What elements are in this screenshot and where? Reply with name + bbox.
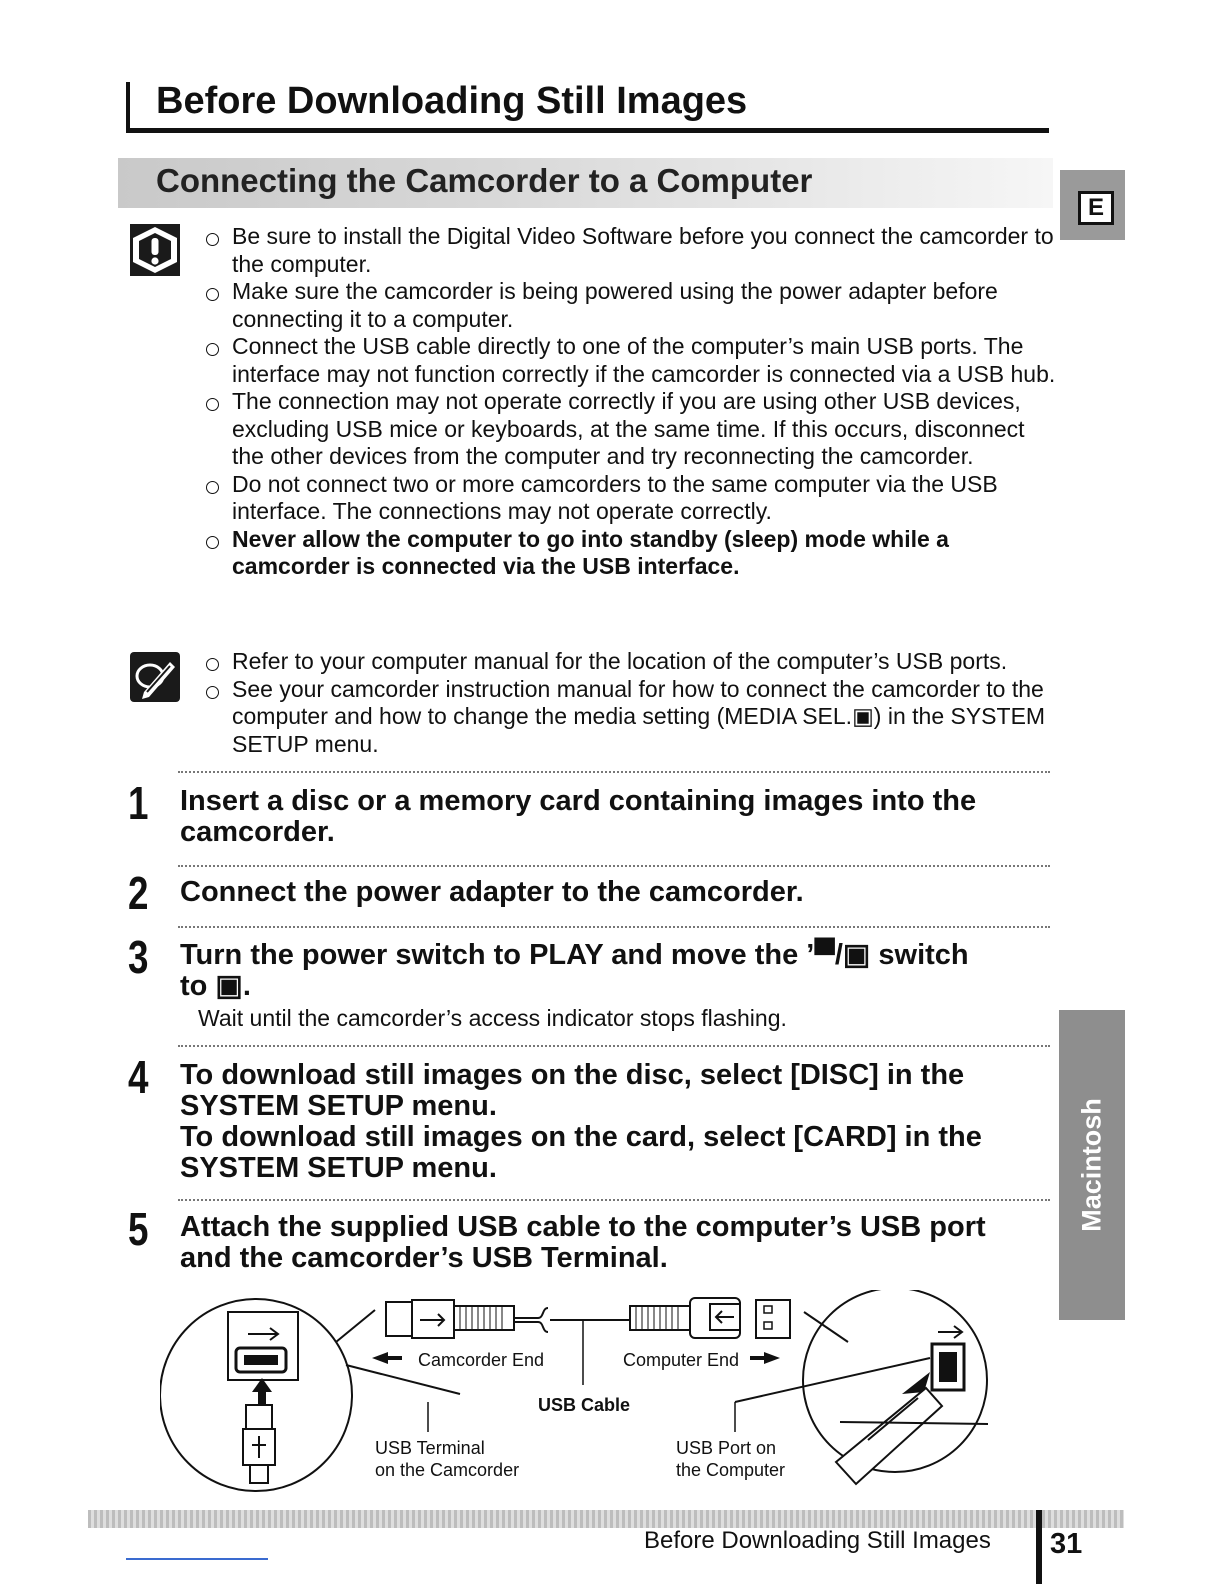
step-line: To download still images on the card, select [CARD] in the [180, 1121, 982, 1153]
usb-cable-label: USB Cable [538, 1395, 631, 1415]
section-subheading: Connecting the Camcorder to a Computer [156, 162, 813, 199]
usb-connection-diagram [160, 1290, 1020, 1500]
arrow-left-icon [372, 1352, 402, 1364]
caution-list [206, 223, 1056, 581]
step-line: and the camcorder’s USB Terminal. [180, 1242, 668, 1274]
title-rule [126, 128, 1049, 133]
step-number: 4 [128, 1051, 149, 1103]
computer-end-label: Computer End [623, 1350, 740, 1370]
footer-band [88, 1510, 1124, 1528]
step-divider [178, 1045, 1050, 1047]
caution-item: Connect the USB cable directly to one of the computer’s main USB ports. The interface may not function correctly if the camcorder is connected via a USB hub. [206, 333, 1056, 388]
usb-terminal-label: USB Terminal [375, 1438, 485, 1458]
camcorder-end-label: Camcorder End [418, 1350, 545, 1370]
footer-section-title: Before Downloading Still Images [644, 1527, 991, 1554]
step-divider [178, 865, 1050, 867]
step-3-text [180, 940, 969, 1002]
step-line: Turn the power switch to PLAY and move the ’▀/▣ switch [180, 939, 969, 971]
step-line: SYSTEM SETUP menu. [180, 1090, 497, 1122]
step-number: 3 [128, 931, 149, 983]
usb-port-label: USB Port on [676, 1438, 777, 1458]
footer-accent-line [126, 1558, 268, 1560]
step-number: 2 [128, 867, 149, 919]
language-tab-label: E [1078, 191, 1114, 225]
page-title: Before Downloading Still Images [156, 80, 748, 122]
note-list [206, 648, 1066, 758]
step-3-note: Wait until the camcorder’s access indicator stops flashing. [198, 1005, 787, 1031]
step-number: 5 [128, 1203, 149, 1255]
note-pencil-icon [130, 652, 180, 702]
note-item: See your camcorder instruction manual for how to connect the camcorder to the computer and how to change the media setting (MEDIA SEL.▣) in the SYSTEM SETUP menu. [206, 676, 1066, 759]
step-line: To download still images on the disc, select [DISC] in the [180, 1059, 965, 1091]
step-1-text [180, 786, 976, 848]
caution-item: Make sure the camcorder is being powered using the power adapter before connecting it to a computer. [206, 278, 1056, 333]
caution-item: The connection may not operate correctly if you are using other USB devices, excluding USB mice or keyboards, at the same time. If this occurs, disconnect the other devices from the computer and try reconnecting the camcorder. [206, 388, 1056, 471]
caution-item: Be sure to install the Digital Video Software before you connect the camcorder to the computer. [206, 223, 1056, 278]
step-divider [178, 771, 1050, 773]
step-5-text [180, 1212, 986, 1274]
step-line: to ▣. [180, 970, 251, 1002]
step-line: camcorder. [180, 816, 335, 848]
step-line: SYSTEM SETUP menu. [180, 1152, 497, 1184]
step-line: Insert a disc or a memory card containing images into the [180, 785, 977, 817]
usb-port-label-line2: the Computer [676, 1460, 786, 1480]
usb-cable-icon [386, 1298, 790, 1385]
title-accent-bar [126, 82, 130, 132]
caution-icon [130, 224, 180, 276]
step-divider [178, 926, 1050, 928]
step-number: 1 [128, 777, 149, 829]
chapter-side-tab-label: Macintosh [1076, 1098, 1107, 1232]
usb-terminal-label-line2: on the Camcorder [375, 1460, 520, 1480]
arrow-right-icon [750, 1352, 780, 1364]
step-divider [178, 1199, 1050, 1201]
step-line: Connect the power adapter to the camcorder. [180, 876, 804, 908]
caution-item: Do not connect two or more camcorders to the same computer via the USB interface. The connections may not operate correctly. [206, 471, 1056, 526]
step-4-text [180, 1060, 982, 1184]
step-line: Attach the supplied USB cable to the computer’s USB port [180, 1211, 986, 1243]
step-2-text [180, 877, 804, 908]
caution-item-emphasis: Never allow the computer to go into standby (sleep) mode while a camcorder is connected via the USB interface. [206, 526, 1056, 581]
note-item: Refer to your computer manual for the location of the computer’s USB ports. [206, 648, 1066, 676]
footer-divider-bar [1036, 1510, 1042, 1584]
page-number: 31 [1050, 1528, 1083, 1560]
